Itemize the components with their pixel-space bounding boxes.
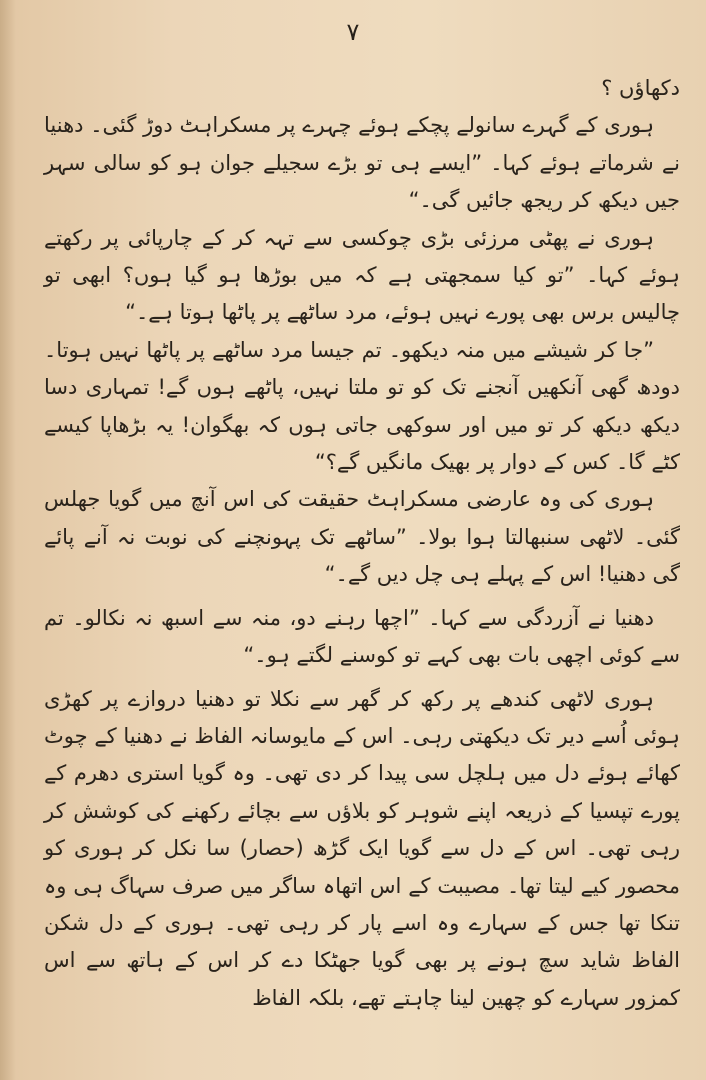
page-number: ۷ <box>346 18 360 46</box>
paragraph <box>44 332 680 482</box>
paragraph-text: ہوری لاٹھی کندھے پر رکھ کر گھر سے نکلا تو دھنیا دروازے پر کھڑی ہوئی اُسے دیر تک دیکھتی رہی۔ اس کے مایوسانہ الفاظ نے دھنیا کے چوٹ کھائے ہوئے دل میں ہلچل سی پیدا کر دی تھی۔ وہ گویا استری دھرم کے پورے تپسیا کے ذریعہ اپنے شوہر کو بلاؤں سے بچائے رکھنے کی کوشش کر رہی تھی۔ اس کے دل سے گویا ایک گڑھ (حصار) سا نکل کر ہوری کو محصور کیے لیتا تھا۔ مصیبت کے اس اتھاہ ساگر میں صرف سہاگ ہی وہ تنکا تھا جس کے سہارے وہ اسے پار کر رہی تھی۔ ہوری کے دل شکن الفاظ شاید سچ ہونے پر بھی گویا جھٹکا دے کر اس کے ہاتھ سے اس کمزور سہارے کو چھین لینا چاہتے تھے، بلکہ الفاظ <box>44 686 680 1010</box>
paragraph <box>44 681 680 1018</box>
paragraph-text: ہوری کے گہرے سانولے پچکے ہوئے چہرے پر مسکراہٹ دوڑ گئی۔ دھنیا نے شرماتے ہوئے کہا۔ ”ایسے ہی تو بڑے سجیلے جوان ہو کو سالی سہر جیں دیکھ کر ریجھ جائیں گی۔“ <box>44 113 680 213</box>
body-text <box>44 70 680 1017</box>
paragraph <box>44 70 680 107</box>
paragraph <box>44 220 680 332</box>
paragraph-text: دھنیا نے آزردگی سے کہا۔ ”اچھا رہنے دو، منہ سے اسبھ نہ نکالو۔ تم سے کوئی اچھی بات بھی کہے تو کوسنے لگتے ہو۔“ <box>44 605 680 668</box>
paragraph-text: ہوری نے پھٹی مرزئی بڑی چوکسی سے تہہ کر کے چارپائی پر رکھتے ہوئے کہا۔ ”تو کیا سمجھتی ہے کہ میں بوڑھا ہو گیا ہوں؟ ابھی تو چالیس برس بھی پورے نہیں ہوئے، مرد ساٹھے پر پاٹھا ہوتا ہے۔“ <box>44 225 680 325</box>
paragraph-text: ہوری کی وہ عارضی مسکراہٹ حقیقت کی اس آنچ میں گویا جھلس گئی۔ لاٹھی سنبھالتا ہوا بولا۔ ”ساٹھے تک پہونچنے کی نوبت نہ آنے پائے گی دھنیا! اس کے پہلے ہی چل دیں گے۔“ <box>44 487 680 587</box>
paragraph <box>44 481 680 593</box>
paragraph <box>44 600 680 675</box>
paragraph-text: ”جا کر شیشے میں منہ دیکھو۔ تم جیسا مرد ساٹھے پر پاٹھا نہیں ہوتا۔ دودھ گھی آنکھیں آنجنے تک کو تو ملتا نہیں، پاٹھے ہوں گے! تمہاری دسا دیکھ دیکھ کر تو میں اور سوکھی جاتی ہوں کہ بھگوان! یہ بڑھاپا کیسے کٹے گا۔ کس کے دوار پر بھیک مانگیں گے؟“ <box>44 337 680 475</box>
page-gutter-shadow <box>0 0 16 1080</box>
paragraph-text: دکھاؤں ؟ <box>601 76 680 100</box>
paragraph <box>44 107 680 219</box>
